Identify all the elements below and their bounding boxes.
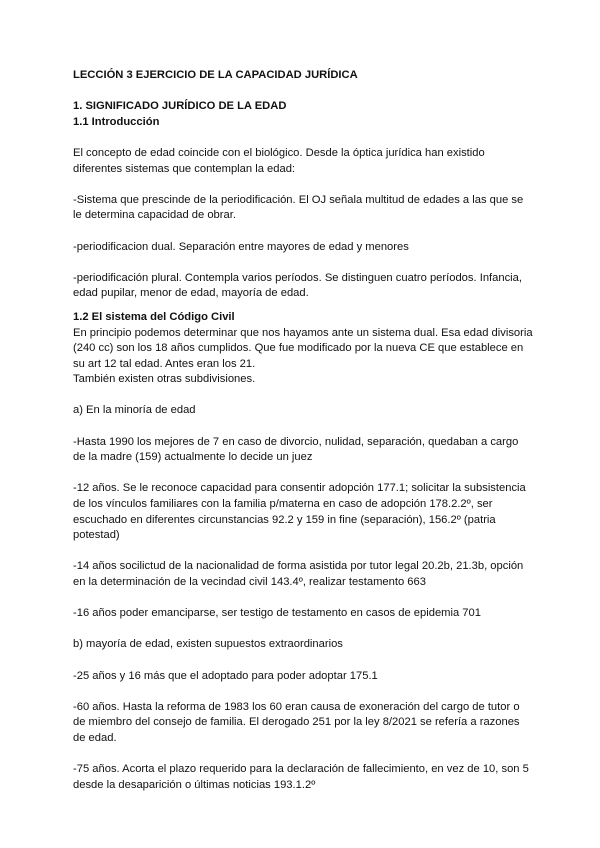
paragraph-12-anos: -12 años. Se le reconoce capacidad para consentir adopción 177.1; solicitar la subsistencia de los vínculos familiares con la familia p/materna en caso de adopción 178.2.2º, ser escuchado en diferentes circunstancias 92.2 y 159 in fine (separación), 156.2º (patria potestad) [73,482,526,542]
paragraph-14-anos: -14 años socilictud de la nacionalidad de forma asistida por tutor legal 20.2b, 21.3b, opción en la determinación de la vecindad civil 143.4º, realizar testamento 663 [73,560,524,588]
section-1-heading: 1. SIGNIFICADO JURÍDICO DE LA EDAD [73,100,287,113]
section-1-1-heading: 1.1 Introducción [73,115,160,128]
paragraph-60-anos: -60 años. Hasta la reforma de 1983 los 60 eran causa de exoneración del cargo de tutor o de miembro del consejo de familia. El derogado 251 por la ley 8/2021 se refería a razones de edad. [73,700,520,744]
paragraph-hasta-1990: -Hasta 1990 los mejores de 7 en caso de divorcio, nulidad, separación, quedaban a cargo de la madre (159) actualmente lo decide un juez [73,435,519,464]
paragraph-minoria-de-edad: a) En la minoría de edad [73,404,196,417]
paragraph-codigo-civil-2: También existen otras subdivisiones. [73,373,256,386]
paragraph-25-anos: -25 años y 16 más que el adoptado para poder adoptar 175.1 [73,669,378,682]
paragraph-codigo-civil-1: En principio podemos determinar que nos hayamos ante un sistema dual. Esa edad divisoria (240 cc) son los 18 años cumplidos. Que fue modificado por la nueva CE que establece en su art 12 tal edad. Antes eran los 21. [73,326,533,370]
paragraph-intro: El concepto de edad coincide con el biológico. Desde la óptica jurídica han existido diferentes sistemas que contemplan la edad: [73,146,485,175]
paragraph-periodificacion-dual: -periodificacion dual. Separación entre mayores de edad y menores [73,240,409,253]
paragraph-sin-periodificacion: -Sistema que prescinde de la periodificación. El OJ señala multitud de edades a las que se le determina capacidad de obrar. [73,193,524,222]
paragraph-75-anos: -75 años. Acorta el plazo requerido para la declaración de fallecimiento, en vez de 10, son 5 desde la desaparición o últimas noticias 193.1.2º [73,763,529,791]
section-1-2-heading: 1.2 El sistema del Código Civil [73,310,235,323]
paragraph-mayoria-de-edad: b) mayoría de edad, existen supuestos extraordinarios [73,638,343,651]
paragraph-16-anos: -16 años poder emanciparse, ser testigo de testamento en casos de epidemia 701 [73,607,481,620]
paragraph-periodificacion-plural: -periodificación plural. Contempla varios períodos. Se distinguen cuatro períodos. Infancia, edad pupilar, menor de edad, mayoría de edad. [73,271,522,300]
document-page [73,68,533,793]
document-title: LECCIÓN 3 EJERCICIO DE LA CAPACIDAD JURÍDICA [73,69,358,81]
